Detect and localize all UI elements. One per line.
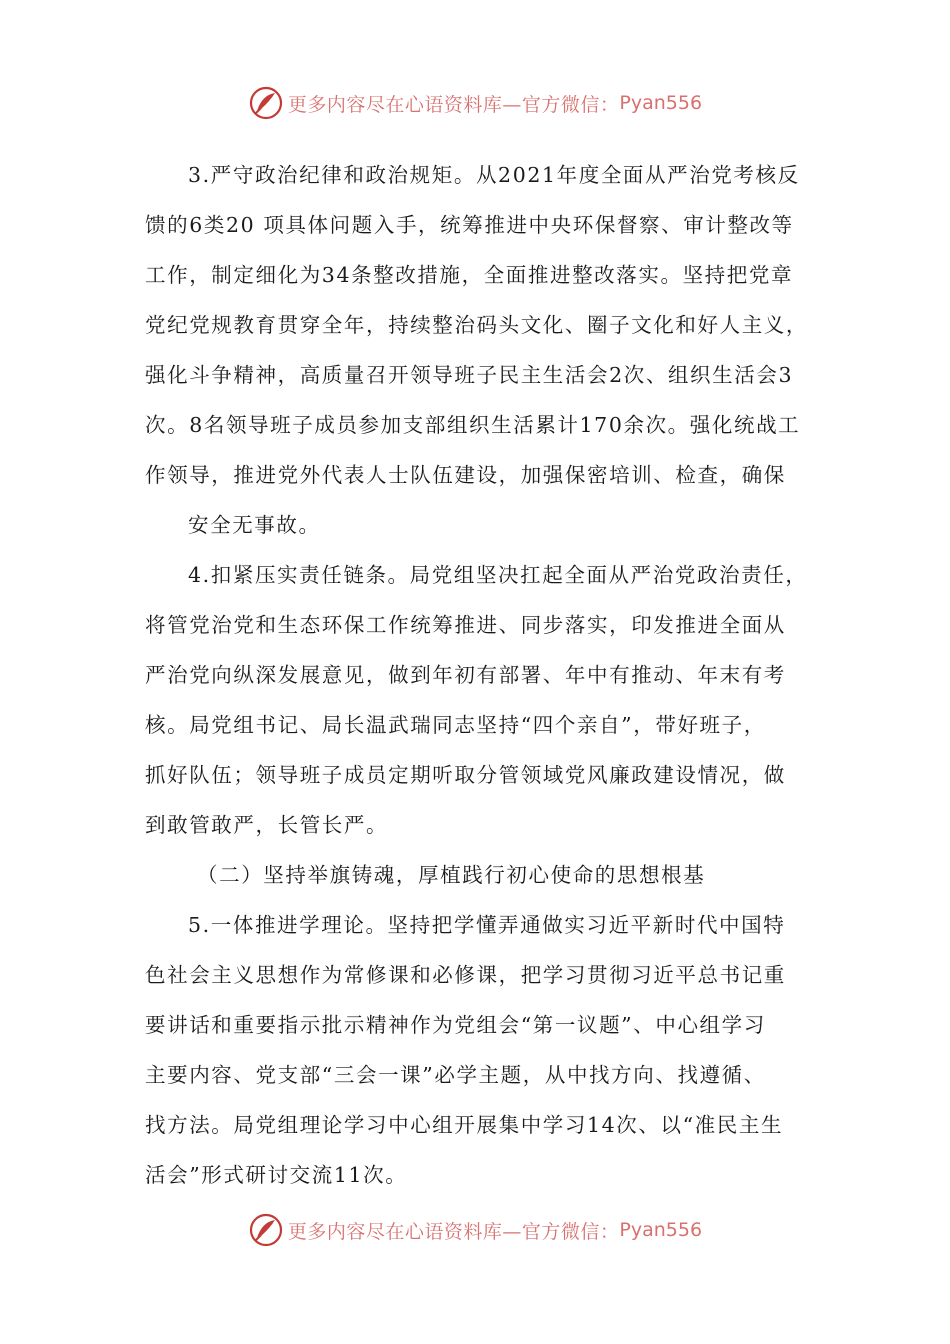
- paragraph-line: 馈的6类20 项具体问题入手，统筹推进中央环保督察、审计整改等: [145, 213, 794, 237]
- pen-logo-icon: [248, 1212, 284, 1248]
- paragraph-line: 强化斗争精神，高质量召开领导班子民主生活会2次、组织生活会3: [145, 363, 794, 387]
- section-heading: （二）坚持举旗铸魂，厚植践行初心使命的思想根基: [197, 863, 706, 887]
- paragraph-line: 3.严守政治纪律和政治规矩。从2021年度全面从严治党考核反: [188, 163, 800, 187]
- paragraph-line: 找方法。局党组理论学习中心组开展集中学习14次、以“准民主生: [145, 1113, 784, 1137]
- banner-text: 更多内容尽在心语资料库—官方微信：: [287, 93, 620, 116]
- paragraph-line: 要讲话和重要指示批示精神作为党组会“第一议题”、中心组学习: [145, 1013, 766, 1037]
- paragraph-line: 4.扣紧压实责任链条。局党组坚决扛起全面从严治党政治责任，: [188, 563, 808, 587]
- paragraph-line: 主要内容、党支部“三会一课”必学主题，从中找方向、找遵循、: [145, 1063, 766, 1087]
- paragraph-line: 次。8名领导班子成员参加支部组织生活累计170余次。强化统战工: [145, 413, 801, 437]
- paragraph-line: 色社会主义思想作为常修课和必修课，把学习贯彻习近平总书记重: [145, 963, 786, 987]
- paragraph-line: 严治党向纵深发展意见，做到年初有部署、年中有推动、年末有考: [145, 663, 786, 687]
- paragraph-line: 作领导，推进党外代表人士队伍建设，加强保密培训、检查，确保: [145, 463, 786, 487]
- paragraph-line: 抓好队伍；领导班子成员定期听取分管领域党风廉政建设情况，做: [145, 763, 786, 787]
- footer-banner: [0, 1210, 950, 1250]
- header-banner: [0, 83, 950, 123]
- document-body: [145, 150, 810, 1200]
- banner-wechat-id: Pyan556: [619, 92, 703, 114]
- paragraph-line: 党纪党规教育贯穿全年，持续整治码头文化、圈子文化和好人主义，: [145, 313, 808, 337]
- paragraph-line: 核。局党组书记、局长温武瑞同志坚持“四个亲自”，带好班子，: [145, 713, 766, 737]
- paragraph-line: 安全无事故。: [188, 513, 321, 537]
- banner-wechat-id: Pyan556: [619, 1219, 703, 1241]
- paragraph-line: 工作，制定细化为34条整改措施，全面推进整改落实。坚持把党章: [145, 263, 794, 287]
- banner-text: 更多内容尽在心语资料库—官方微信：: [287, 1220, 620, 1243]
- paragraph-line: 活会”形式研讨交流11次。: [145, 1163, 408, 1187]
- pen-logo-icon: [248, 85, 284, 121]
- paragraph-line: 到敢管敢严，长管长严。: [145, 813, 389, 837]
- paragraph-line: 5.一体推进学理论。坚持把学懂弄通做实习近平新时代中国特: [188, 913, 786, 937]
- paragraph-line: 将管党治党和生态环保工作统筹推进、同步落实，印发推进全面从: [145, 613, 786, 637]
